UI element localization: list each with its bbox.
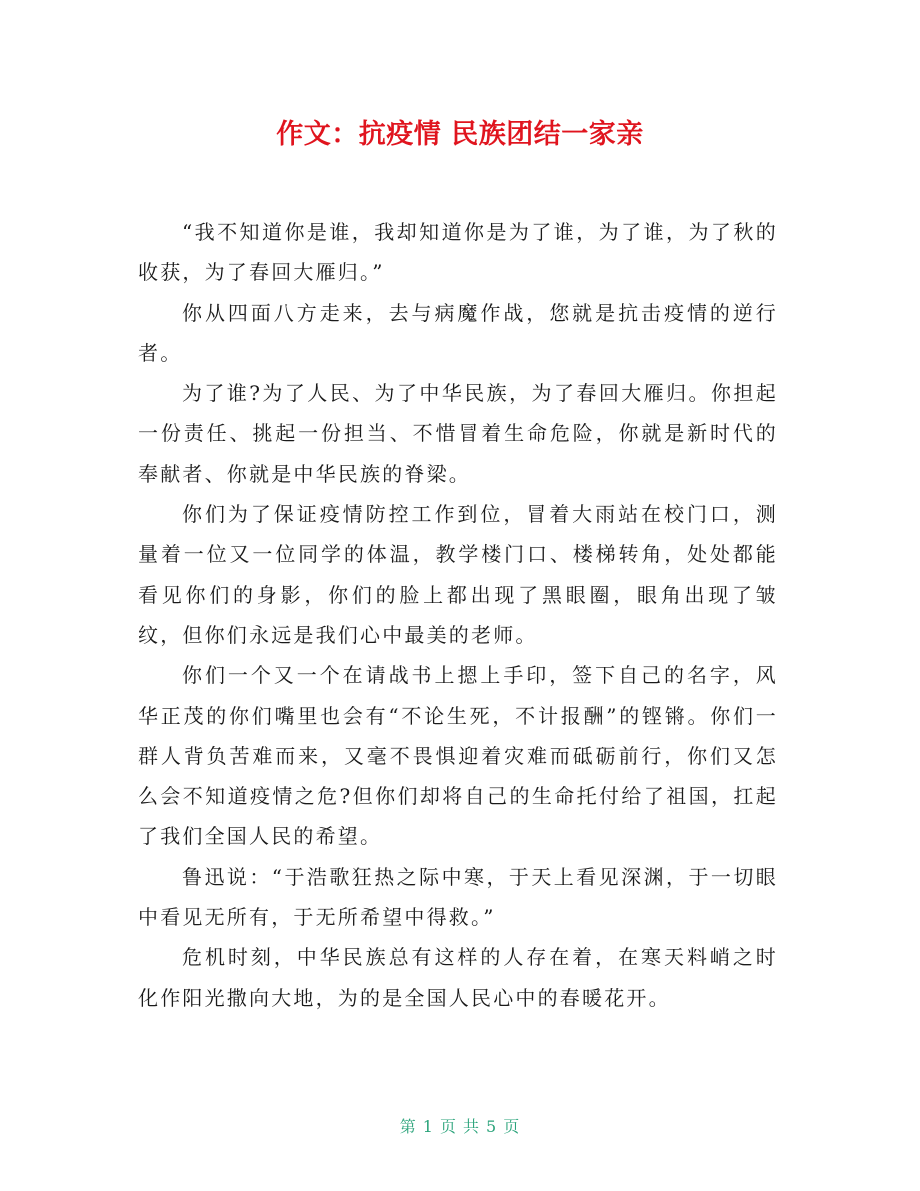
paragraph-7: 危机时刻，中华民族总有这样的人存在着，在寒天料峭之时化作阳光撒向大地，为的是全国人民心中的春暖花开。: [138, 945, 778, 1010]
footer-label-total-suffix: 页: [503, 1117, 521, 1136]
document-title: 作文：抗疫情 民族团结一家亲: [276, 119, 644, 150]
footer-label-total-prefix: 共: [463, 1117, 481, 1136]
footer-label-prefix: 第: [399, 1117, 417, 1136]
paragraph-1: “我不知道你是谁，我却知道你是为了谁，为了谁，为了秋的收获，为了春回大雁归。”: [138, 220, 778, 285]
footer-current-page: 1: [422, 1117, 434, 1136]
paragraph-4: 你们为了保证疫情防控工作到位，冒着大雨站在校门口，测量着一位又一位同学的体温，教学楼门口、楼梯转角，处处都能看见你们的身影，你们的脸上都出现了黑眼圈，眼角出现了皱纹，但你们永远是我们心中最美的老师。: [138, 502, 778, 647]
document-body: [138, 212, 778, 1018]
paragraph-5: 你们一个又一个在请战书上摁上手印，签下自己的名字，风华正茂的你们嘴里也会有“不论生死，不计报酬”的铿锵。你们一群人背负苦难而来，又毫不畏惧迎着灾难而砥砺前行，你们又怎么会不知道疫情之危?但你们却将自己的生命托付给了祖国，扛起了我们全国人民的希望。: [138, 663, 778, 849]
paragraph-3: 为了谁?为了人民、为了中华民族，为了春回大雁归。你担起一份责任、挑起一份担当、不惜冒着生命危险，你就是新时代的奉献者、你就是中华民族的脊梁。: [138, 381, 778, 486]
page-footer: [0, 1114, 920, 1137]
footer-label-page: 页: [439, 1117, 457, 1136]
paragraph-6: 鲁迅说：“于浩歌狂热之际中寒，于天上看见深渊，于一切眼中看见无所有，于无所希望中得救。”: [138, 864, 778, 930]
paragraph-2: 你从四面八方走来，去与病魔作战，您就是抗击疫情的逆行者。: [138, 300, 778, 365]
footer-total-pages: 5: [486, 1117, 498, 1136]
